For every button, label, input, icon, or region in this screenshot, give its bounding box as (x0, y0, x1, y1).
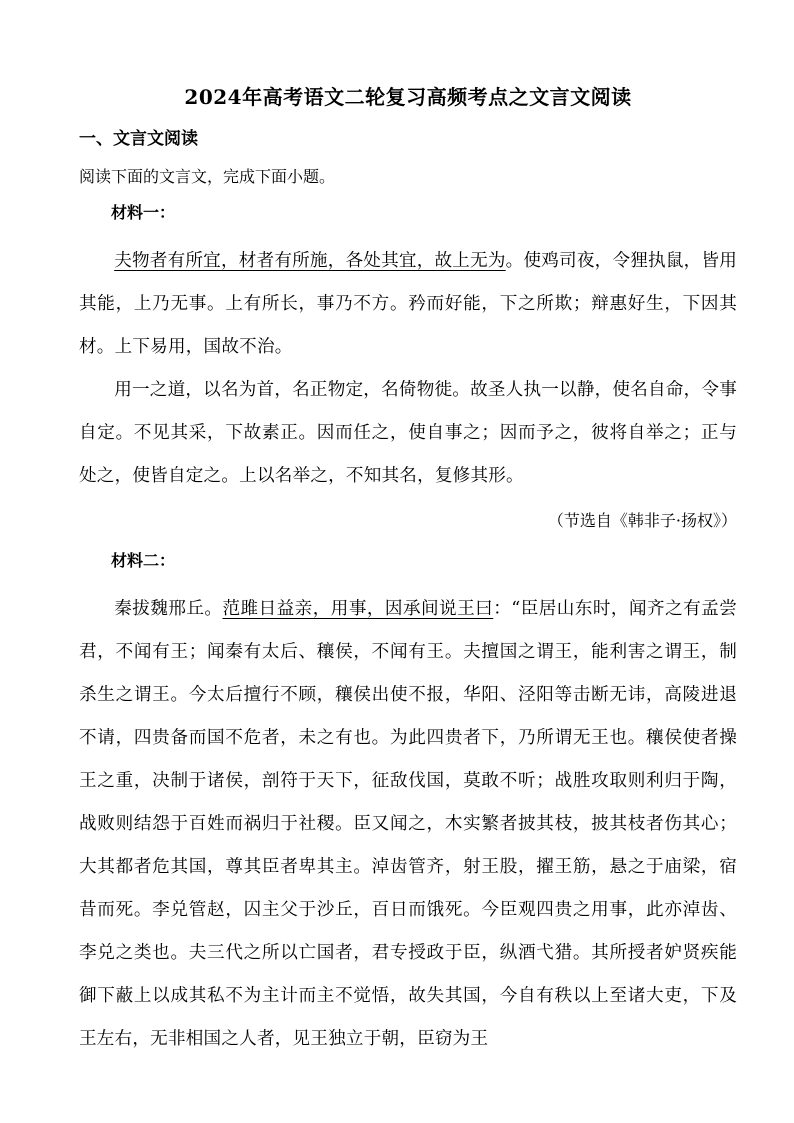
source-citation: （节选自《韩非子·扬权》） (547, 511, 737, 530)
material-two-paragraph-1 (79, 588, 737, 1061)
paragraph-text: 。使鸡司夜，令狸执鼠，皆用其能，上乃无事。上有所长，事乃不方。矜而好能，下之所欺；辩惠好生，下因其材。上下易用，国故不治。 (79, 251, 737, 357)
document-title: 2024年高考语文二轮复习高频考点之文言文阅读 (184, 85, 632, 109)
document-page (79, 82, 737, 1061)
material-two-heading: 材料二： (111, 551, 176, 570)
instruction-text: 阅读下面的文言文，完成下面小题。 (79, 167, 336, 186)
underlined-sentence-1: 夫物者有所宜，材者有所施，各处其宜，故上无为 (114, 251, 506, 271)
underlined-sentence-2: 范雎日益亲，用事，因承间说王曰 (222, 599, 494, 619)
material-one-heading: 材料一： (111, 203, 176, 222)
material-one-paragraph-1 (79, 240, 737, 369)
paragraph-text: ：“臣居山东时，闻齐之有孟尝君，不闻有王；闻秦有太后、穰侯，不闻有王。夫擅国之谓王，能利害之谓王，制杀生之谓王。今太后擅行不顾，穰侯出使不报，华阳、泾阳等击断无讳，高陵进退不请，四贵备而国不危者，未之有也。为此四贵者下，乃所谓无王也。穰侯使者操王之重，决制于诸侯，剖符于天下，征敌伐国，莫敢不听；战胜攻取则利归于陶，战败则结怨于百姓而祸归于社稷。臣又闻之，木实繁者披其枝，披其枝者伤其心；大其都者危其国，尊其臣者卑其主。淖齿管齐，射王股，擢王筋，悬之于庙梁，宿昔而死。李兑管赵，囚主父于沙丘，百日而饿死。今臣观四贵之用事，此亦淖齿、李兑之类也。夫三代之所以亡国者，君专授政于臣，纵酒弋猎。其所授者妒贤疾能御下蔽上以成其私不为主计而主不觉悟，故失其国，今自有秩以上至诸大吏，下及王左右，无非相国之人者，见王独立于朝，臣窃为王 (79, 599, 738, 1049)
paragraph-text-start: 秦拔魏邢丘。 (114, 599, 223, 619)
section-heading: 一、文言文阅读 (79, 129, 198, 149)
material-one-paragraph-2: 用一之道，以名为首，名正物定，名倚物徙。故圣人执一以静，使名自命，令事自定。不见其采，下故素正。因而任之，使自事之；因而予之，彼将自举之；正与处之，使皆自定之。上以名举之，不知其名，复修其形。 (79, 380, 737, 486)
